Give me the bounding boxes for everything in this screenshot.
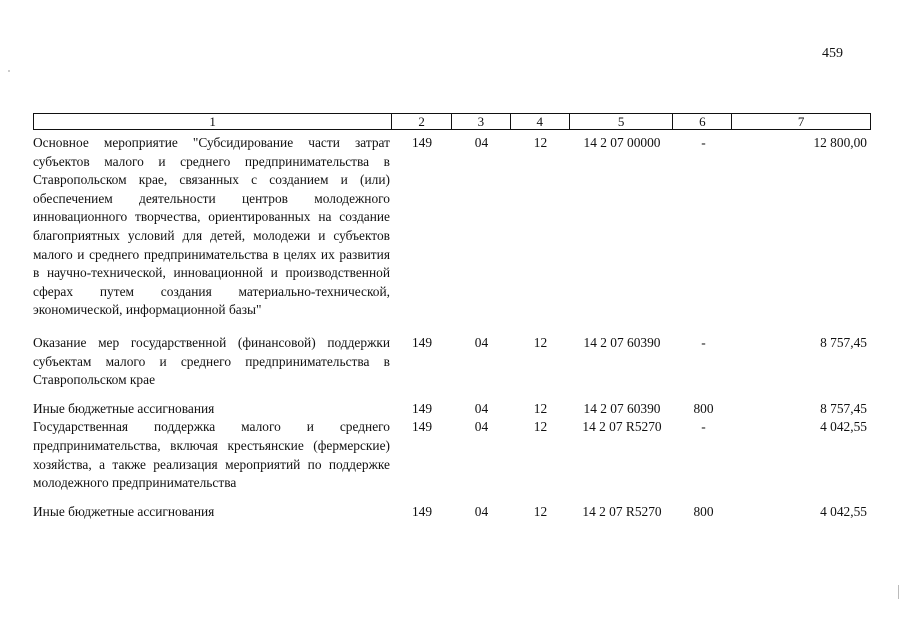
header-col-2: 2 [392, 114, 452, 129]
row-col-7: 8 757,45 [820, 400, 867, 416]
row-col-2: 149 [411, 419, 433, 435]
row-col-4: 12 [533, 503, 548, 519]
header-col-4: 4 [511, 114, 570, 129]
header-col-5: 5 [570, 114, 674, 129]
table-row [33, 400, 871, 419]
table-body [33, 134, 871, 521]
row-description: Иные бюджетные ассигнования [33, 503, 215, 519]
row-col-4: 12 [533, 419, 548, 435]
header-col-6: 6 [673, 114, 732, 129]
header-col-1: 1 [34, 114, 392, 129]
row-col-7: 12 800,00 [813, 135, 867, 150]
row-col-6: - [701, 135, 706, 150]
header-col-7: 7 [797, 114, 805, 129]
row-col-6: - [701, 419, 706, 435]
table-row [33, 503, 871, 522]
row-col-2: 149 [411, 334, 433, 350]
row-description: Государственная поддержка малого и среднего предпринимательства, включая крестьянские (фермерские) хозяйства, а также реализация мероприятий по поддержке молодежного предпринимательства [33, 419, 390, 491]
row-col-5: 14 2 07 60390 [583, 334, 661, 350]
row-col-4: 12 [533, 135, 548, 150]
row-col-7: 4 042,55 [820, 419, 867, 435]
row-col-3: 04 [474, 135, 489, 150]
row-col-2: 149 [411, 135, 433, 150]
row-col-3: 04 [474, 400, 489, 416]
row-col-6: - [701, 334, 706, 350]
row-col-5: 14 2 07 R5270 [582, 419, 662, 435]
row-description: Основное мероприятие "Субсидирование части затрат субъектов малого и среднего предпринимательства в Ставропольском крае, связанных с созданием и (или) обеспечением деятельности центров молодежного инновационного творчества, ориентированных на создание благоприятных условий для детей, молодежи и субъектов малого и среднего предпринимательства в целях их развития в научно-технической, инновационной и производственной сферах путем создания материально-технической, экономической, информационной базы" [33, 135, 390, 318]
row-col-2: 149 [411, 400, 433, 416]
row-col-5: 14 2 07 00000 [583, 135, 661, 150]
row-col-4: 12 [533, 400, 548, 416]
row-col-5: 14 2 07 R5270 [582, 503, 662, 519]
page-number: 459 [822, 46, 843, 61]
table-header [33, 113, 871, 130]
row-col-7: 4 042,55 [820, 503, 867, 519]
row-col-4: 12 [533, 334, 548, 350]
table-row [33, 134, 871, 320]
row-col-3: 04 [474, 503, 489, 519]
row-col-6: 800 [693, 503, 714, 519]
scan-dot-mark [8, 70, 10, 72]
scan-edge-mark [898, 585, 899, 599]
row-description: Оказание мер государственной (финансовой) поддержки субъектам малого и среднего предпринимательства в Ставропольском крае [33, 334, 390, 388]
row-col-3: 04 [474, 334, 489, 350]
row-col-5: 14 2 07 60390 [583, 400, 661, 416]
table-row [33, 418, 871, 492]
table-row [33, 334, 871, 390]
row-col-6: 800 [693, 400, 714, 416]
header-col-3: 3 [452, 114, 511, 129]
row-description: Иные бюджетные ассигнования [33, 400, 215, 416]
row-col-3: 04 [474, 419, 489, 435]
row-col-2: 149 [411, 503, 433, 519]
row-col-7: 8 757,45 [820, 334, 867, 350]
